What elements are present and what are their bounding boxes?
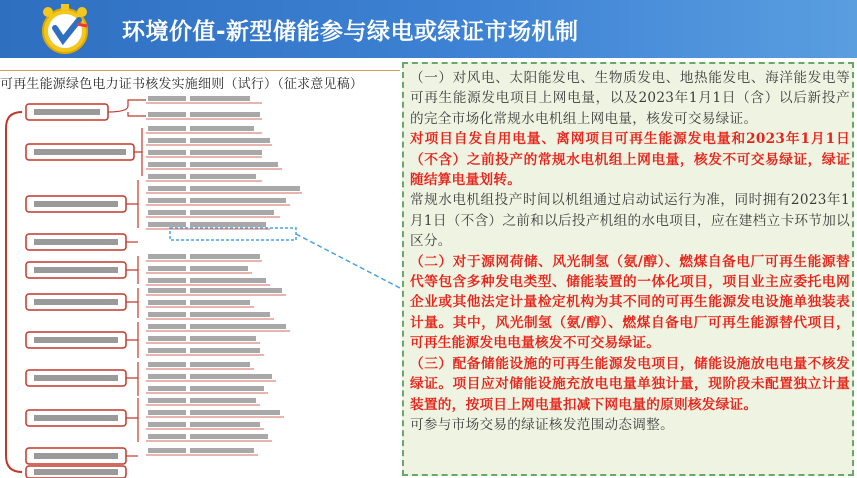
paragraph-2: 对项目自发自用电量、离网项目可再生能源发电量和2023年1月1日（不含）之前投产的常规水电机组上网电量，核发不可交易绿证，绿证随结算电量划转。 (410, 131, 850, 189)
paragraph-1: （一）对风电、太阳能发电、生物质发电、地热能发电、海洋能发电等可再生能源发电项目上网电量，以及2023年1月1日（含）以后新投产的完全市场化常规水电机组上网电量，核发可交易绿证。 (410, 70, 850, 127)
paragraph-3: 常规水电机组投产时间以机组通过启动试运行为准，同时拥有2023年1月1日（不含）之前和以后投产机组的水电项目，应在建档立卡环节加以区分。 (410, 192, 850, 250)
paragraph-6: 可参与市场交易的绿证核发范围动态调整。 (410, 416, 674, 433)
header-bar (0, 0, 857, 58)
alarm-clock-logo-icon (35, 2, 95, 56)
detail-text (410, 68, 850, 435)
detail-panel (402, 62, 854, 476)
document-title: 可再生能源绿色电力证书核发实施细则（试行）（征求意见稿） (0, 70, 400, 92)
document-outline-mindmap (0, 92, 400, 478)
paragraph-4: （二）对于源网荷储、风光制氢（氨/醇）、燃煤自备电厂可再生能源替代等包含多种发电类型、储能装置的一体化项目，项目业主应委托电网企业或其他法定计量检定机构为其不同的可再生能源发电设施单独装表计量。其中，风光制氢（氨/醇）、燃煤自备电厂可再生能源替代项目，可再生能源发电电量核发不可交易绿证。 (410, 253, 850, 352)
paragraph-5: （三）配备储能设施的可再生能源发电项目，储能设施放电电量不核发绿证。项目应对储能设施充放电电量单独计量，现阶段未配置独立计量装置的，按项目上网电量扣减下网电量的原则核发绿证。 (410, 355, 850, 413)
slide-title: 环境价值-新型储能参与绿电或绿证市场机制 (122, 19, 579, 45)
